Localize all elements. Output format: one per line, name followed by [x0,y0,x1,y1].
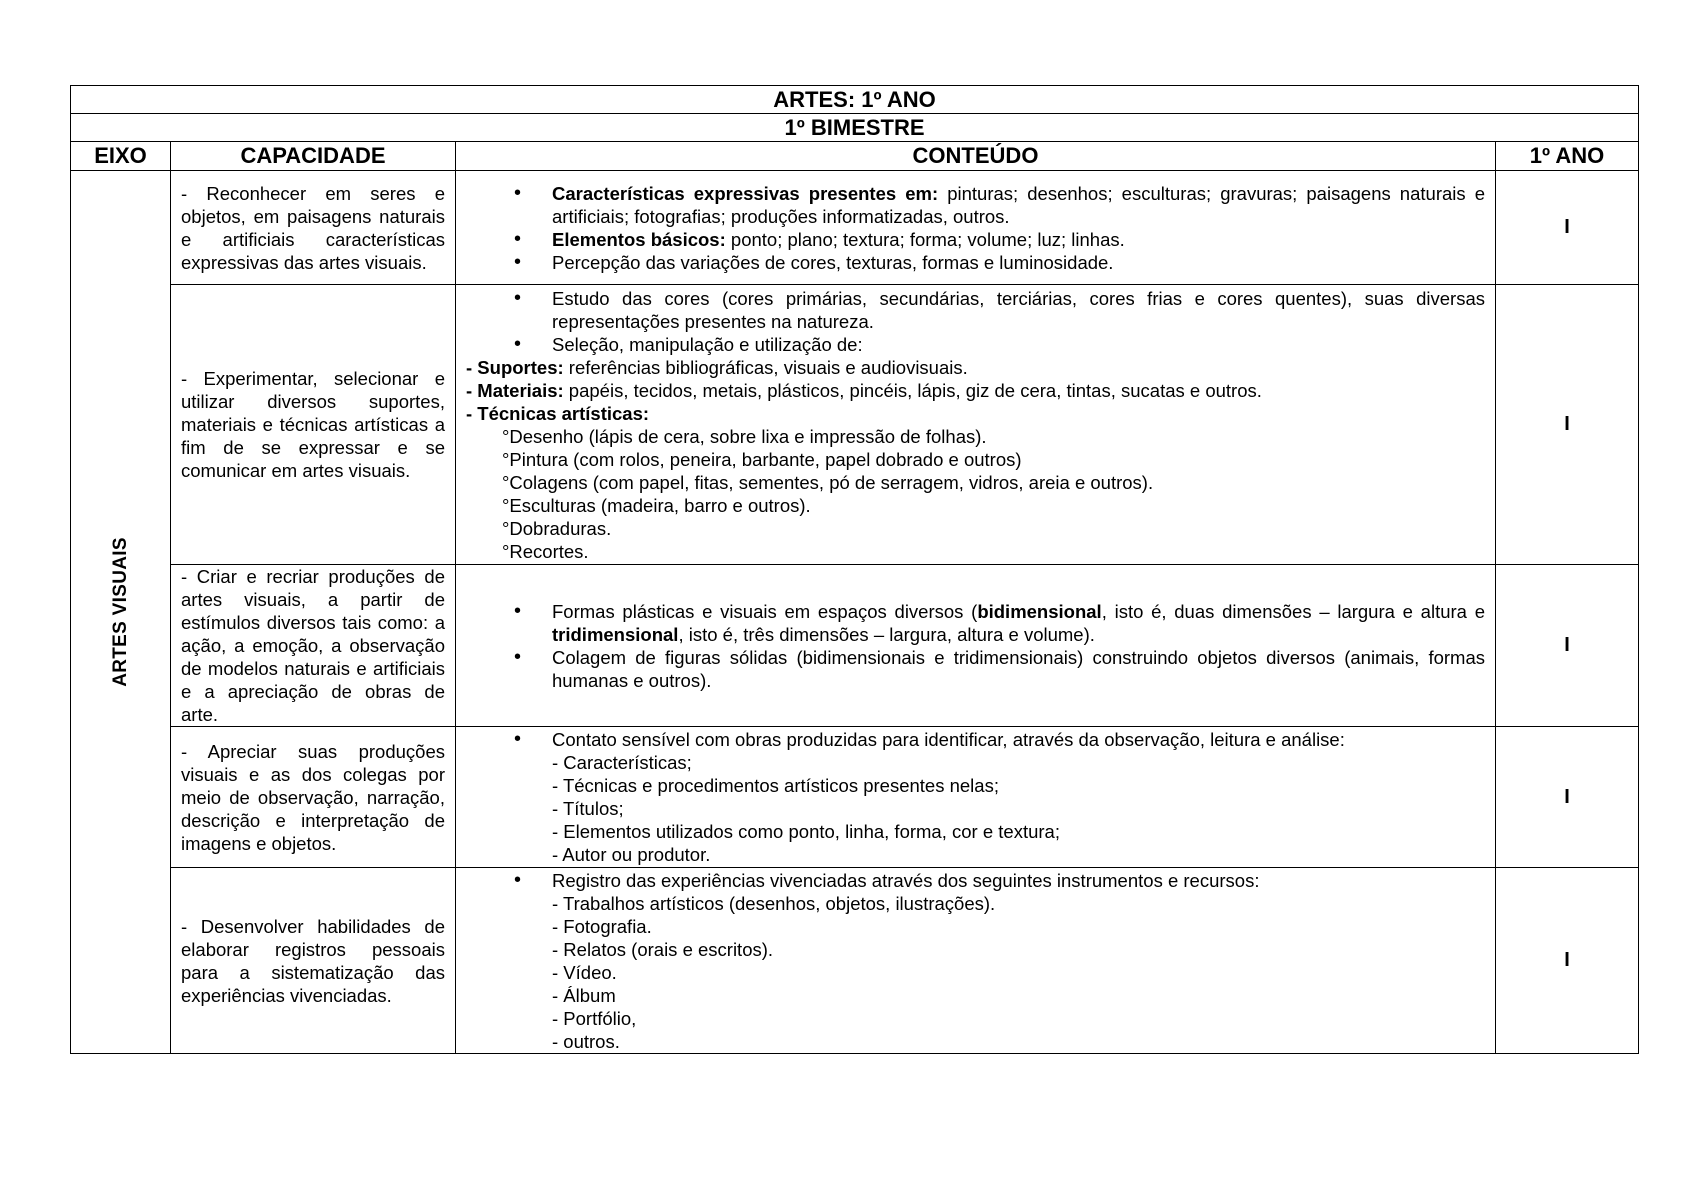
list-item: • Percepção das variações de cores, texturas, formas e luminosidade. [552,251,1485,274]
table-subtitle: 1º BIMESTRE [71,114,1639,142]
list-item: • Seleção, manipulação e utilização de: [552,333,1485,356]
table-row [71,727,1639,868]
sub-item: - Portfólio, [552,1007,637,1029]
tecnica-item: °Desenho (lápis de cera, sobre lixa e impressão de folhas). [502,425,987,447]
tecnica-item: °Esculturas (madeira, barro e outros). [502,494,811,516]
capacidade-text: - Experimentar, selecionar e utilizar diversos suportes, materiais e técnicas artísticas a fim de se expressar e se comunicar em artes visuais. [181,368,445,481]
sub-item: - Elementos utilizados como ponto, linha, forma, cor e textura; [552,821,1060,842]
list-item: • Estudo das cores (cores primárias, secundárias, terciárias, cores frias e cores quentes), suas diversas representações presentes na natureza. [552,287,1485,333]
list-item: • Características expressivas presentes em: pinturas; desenhos; esculturas; gravuras; paisagens naturais e artificiais; fotografias; produções informatizadas, outros. [552,182,1485,228]
sub-item: - Títulos; [552,798,624,819]
ano-cell: I [1496,868,1639,1054]
capacidade-cell [171,565,456,727]
list-item: • Elementos básicos: ponto; plano; textura; forma; volume; luz; linhas. [552,228,1485,251]
bullet-list [466,600,1485,692]
col-header-conteudo: CONTEÚDO [456,142,1496,171]
table-row [71,285,1639,565]
materiais-line: - Materiais: papéis, tecidos, metais, plásticos, pincéis, lápis, giz de cera, tintas, sucatas e outros. [466,379,1262,401]
suportes-line: - Suportes: referências bibliográficas, visuais e audiovisuais. [466,356,968,378]
sub-item: - Trabalhos artísticos (desenhos, objetos, ilustrações). [552,892,996,914]
sub-item: - Relatos (orais e escritos). [552,938,774,960]
ano-cell: I [1496,727,1639,868]
tecnicas-label: - Técnicas artísticas: [466,402,650,424]
table-row [71,565,1639,727]
capacidade-cell [171,868,456,1054]
list-item: • Registro das experiências vivenciadas através dos seguintes instrumentos e recursos: [552,869,1485,892]
bullet-list [466,287,1485,356]
sub-item: - Álbum [552,984,616,1006]
capacidade-text: - Apreciar suas produções visuais e as dos colegas por meio de observação, narração, descrição e interpretação de imagens e objetos. [181,740,445,854]
table-row [71,868,1639,1054]
capacidade-text: - Reconhecer em seres e objetos, em paisagens naturais e artificiais características expressivas das artes visuais. [181,182,445,273]
sub-item: - outros. [552,1030,620,1052]
col-header-eixo: EIXO [71,142,171,171]
conteudo-cell [456,565,1496,727]
table-title: ARTES: 1º ANO [71,86,1639,114]
bullet-list [466,869,1485,892]
capacidade-cell [171,727,456,868]
table-row [71,171,1639,285]
col-header-ano: 1º ANO [1496,142,1639,171]
tecnica-item: °Dobraduras. [502,517,612,539]
curriculum-table [70,85,1639,1054]
capacidade-text: - Desenvolver habilidades de elaborar registros pessoais para a sistematização das experiências vivenciadas. [181,915,445,1006]
bullet-list [466,182,1485,274]
eixo-label: ARTES VISUAIS [109,537,131,687]
capacidade-cell [171,171,456,285]
sub-item: - Autor ou produtor. [552,844,711,865]
list-item: • Colagem de figuras sólidas (bidimensionais e tridimensionais) construindo objetos diversos (animais, formas humanas e outros). [552,646,1485,692]
sub-item: - Fotografia. [552,915,652,937]
sub-item: - Técnicas e procedimentos artísticos presentes nelas; [552,775,999,796]
list-item: • Formas plásticas e visuais em espaços diversos (bidimensional, isto é, duas dimensões – largura e altura e tridimensional, isto é, três dimensões – largura, altura e volume). [552,600,1485,646]
conteudo-cell [456,727,1496,868]
conteudo-cell [456,171,1496,285]
conteudo-cell [456,868,1496,1054]
list-item: • Contato sensível com obras produzidas para identificar, através da observação, leitura e análise: [552,728,1485,751]
col-header-capacidade: CAPACIDADE [171,142,456,171]
ano-cell: I [1496,565,1639,727]
conteudo-cell [456,285,1496,565]
tecnica-item: °Colagens (com papel, fitas, sementes, pó de serragem, vidros, areia e outros). [502,471,1154,493]
ano-cell: I [1496,171,1639,285]
capacidade-text: - Criar e recriar produções de artes visuais, a partir de estímulos diversos tais como: a ação, a emoção, a observação de modelos naturais e artificiais e a apreciação de obras de arte. [181,566,445,725]
tecnica-item: °Pintura (com rolos, peneira, barbante, papel dobrado e outros) [502,448,1022,470]
sub-item: - Vídeo. [552,961,617,983]
tecnica-item: °Recortes. [502,540,589,562]
bullet-list [466,728,1485,751]
eixo-cell [71,171,171,1054]
capacidade-cell [171,285,456,565]
sub-item: - Características; [552,752,692,773]
ano-cell: I [1496,285,1639,565]
